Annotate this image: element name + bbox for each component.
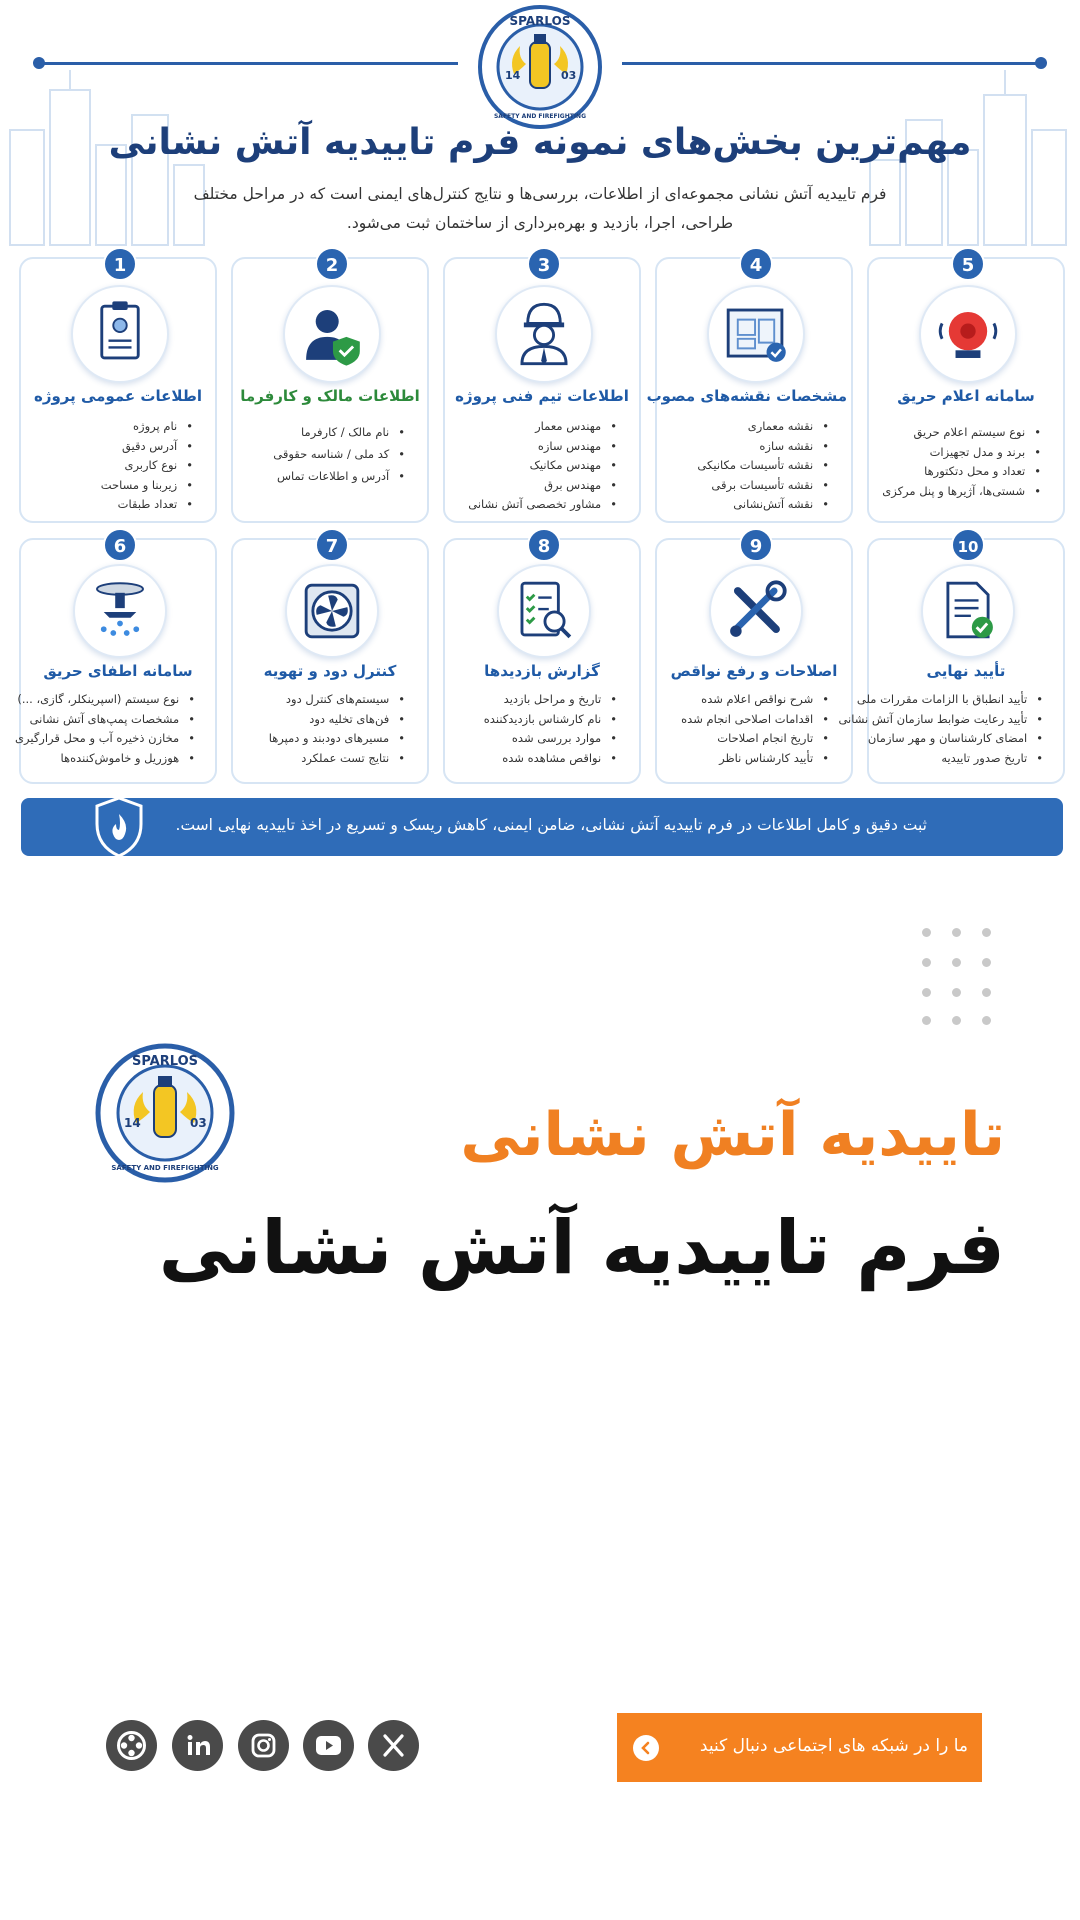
card-project-info (19, 257, 217, 523)
list-item: • سیستم‌های کنترل دود (239, 690, 405, 710)
inspection-report-icon (497, 564, 591, 658)
infographic-title: مهم‌ترین بخش‌های نمونه فرم تاییدیه آتش نشانی (108, 122, 972, 163)
card-item-list (838, 690, 1043, 768)
list-item: • نوع سیستم اعلام حریق (875, 423, 1041, 443)
list-item: • تاریخ و مراحل بازدید (451, 690, 617, 710)
logo-tagline: SAFETY AND FIREFIGHTING (111, 1164, 219, 1172)
card-inspection-report (443, 538, 641, 784)
list-item: • مهندس مکانیک (451, 456, 617, 476)
card-smoke-control (231, 538, 429, 784)
card-item-list (239, 421, 405, 487)
list-item: • تاریخ انجام اصلاحات (663, 729, 829, 749)
card-title: سامانه اطفای حریق (43, 662, 193, 680)
follow-social-label: ما را در شبکه های اجتماعی دنبال کنید (699, 1736, 968, 1756)
tools-icon (709, 564, 803, 658)
list-item: • نام کارشناس بازدیدکننده (451, 710, 617, 730)
infographic-subtitle (150, 180, 930, 238)
dot-grid-decoration (922, 928, 992, 1028)
footer-banner-text: ثبت دقیق و کامل اطلاعات در فرم تاییدیه آتش نشانی، ضامن ایمنی، کاهش ریسک و تسریع در اخذ تاییدیه نهایی است. (175, 816, 927, 834)
youtube-icon[interactable] (303, 1720, 354, 1771)
list-item: • زیربنا و مساحت (27, 476, 193, 496)
list-item: • شستی‌ها، آژیرها و پنل مرکزی (875, 482, 1041, 502)
follow-social-button[interactable] (617, 1713, 982, 1782)
card-title: کنترل دود و تهویه (263, 662, 397, 680)
card-item-list (663, 690, 829, 768)
list-item: • آدرس دقیق (27, 437, 193, 457)
list-item: • نام پروژه (27, 417, 193, 437)
logo-brand-name: SPARLOS (509, 14, 571, 28)
list-item: • مهندس برق (451, 476, 617, 496)
card-title: اصلاحات و رفع نواقص (670, 662, 838, 680)
header-line-left (38, 62, 458, 65)
card-approved-plans (646, 255, 853, 523)
chevron-left-icon (633, 1735, 659, 1761)
step-number-badge: 4 (739, 247, 773, 281)
step-number-badge: 2 (315, 247, 349, 281)
infographic (0, 0, 1080, 870)
card-title: سامانه اعلام حریق (897, 387, 1035, 405)
fire-shield-icon (93, 794, 145, 860)
list-item: • نقشه سازه (663, 437, 829, 457)
ventilation-fan-icon (285, 564, 379, 658)
logo-tagline: SAFETY AND FIREFIGHTING (493, 113, 587, 120)
card-item-list (27, 417, 193, 515)
line-end-dot (1035, 57, 1047, 69)
step-number-badge: 6 (103, 528, 137, 562)
list-item: • مهندس سازه (451, 437, 617, 457)
list-item: • مشاور تخصصی آتش نشانی (451, 495, 617, 515)
list-item: • مسیرهای دودبند و دمپرها (239, 729, 405, 749)
logo-num-left: 14 (124, 1116, 141, 1130)
step-number-badge: 9 (739, 528, 773, 562)
fire-alarm-bell-icon (919, 285, 1017, 383)
hero-headline-orange: تاییدیه آتش نشانی (460, 1100, 1005, 1170)
list-item: • مهندس معمار (451, 417, 617, 437)
step-number-badge: 8 (527, 528, 561, 562)
list-item: • تأیید انطباق با الزامات مقررات ملی (873, 690, 1043, 710)
linkedin-icon[interactable] (172, 1720, 223, 1771)
step-number-badge: 1 (103, 247, 137, 281)
card-technical-team (443, 257, 641, 523)
list-item: • نوع سیستم (اسپرینکلر، گازی، ...) (25, 690, 195, 710)
list-item: • نوع کاربری (27, 456, 193, 476)
list-item: • امضای کارشناسان و مهر سازمان (873, 729, 1043, 749)
aparat-icon[interactable] (106, 1720, 157, 1771)
card-title: گزارش بازدیدها (484, 662, 600, 680)
subtitle-line-2: طراحی، اجرا، بازدید و بهره‌برداری از ساختمان ثبت می‌شود. (346, 214, 734, 232)
card-item-list (15, 690, 195, 768)
list-item: • مخازن ذخیره آب و محل قرارگیری (25, 729, 195, 749)
step-number-badge: 5 (951, 247, 985, 281)
logo-num-right: 03 (561, 69, 577, 82)
blueprint-icon (707, 285, 805, 383)
step-number-badge: 10 (951, 528, 985, 562)
logo-brand-name: SPARLOS (131, 1054, 199, 1069)
card-item-list (451, 417, 617, 515)
sparlos-logo (474, 4, 606, 130)
card-title: تأیید نهایی (926, 662, 1006, 680)
card-item-list (451, 690, 617, 768)
card-corrections (655, 538, 853, 784)
card-item-list (239, 690, 405, 768)
infographic-footer-banner (21, 798, 1063, 856)
list-item: • شرح نواقص اعلام شده (663, 690, 829, 710)
list-item: • نقشه تأسیسات برقی (663, 476, 829, 496)
card-title: مشخصات نقشه‌های مصوب (646, 387, 847, 405)
list-item: • موارد بررسی شده (451, 729, 617, 749)
logo-num-right: 03 (190, 1116, 207, 1130)
step-number-badge: 7 (315, 528, 349, 562)
list-item: • نتایج تست عملکرد (239, 749, 405, 769)
subtitle-line-1: فرم تاییدیه آتش نشانی مجموعه‌ای از اطلاعات، بررسی‌ها و نتایج کنترل‌های ایمنی است که در مراحل مختلف (193, 185, 887, 203)
instagram-icon[interactable] (238, 1720, 289, 1771)
card-fire-alarm (867, 257, 1065, 523)
list-item: • تأیید کارشناس ناظر (663, 749, 829, 769)
line-end-dot (33, 57, 45, 69)
list-item: • برند و مدل تجهیزات (875, 443, 1041, 463)
engineer-icon (495, 285, 593, 383)
list-item: • نواقص مشاهده شده (451, 749, 617, 769)
list-item: • آدرس و اطلاعات تماس (239, 465, 405, 487)
sprinkler-icon (73, 564, 167, 658)
list-item: • نقشه تأسیسات مکانیکی (663, 456, 829, 476)
card-fire-suppression (15, 536, 217, 784)
list-item: • هوزریل و خاموش‌کننده‌ها (25, 749, 195, 769)
step-number-badge: 3 (527, 247, 561, 281)
card-item-list (875, 423, 1041, 501)
approved-document-icon (921, 564, 1015, 658)
sparlos-logo (90, 1043, 240, 1183)
card-title: اطلاعات مالک و کارفرما (240, 387, 420, 405)
list-item: • فن‌های تخلیه دود (239, 710, 405, 730)
x-icon[interactable] (368, 1720, 419, 1771)
list-item: • کد ملی / شناسه حقوقی (239, 443, 405, 465)
list-item: • نقشه معماری (663, 417, 829, 437)
list-item: • تأیید رعایت ضوابط سازمان آتش نشانی (873, 710, 1043, 730)
owner-shield-icon (283, 285, 381, 383)
list-item: • تعداد طبقات (27, 495, 193, 515)
card-owner-info (231, 257, 429, 523)
clipboard-profile-icon (71, 285, 169, 383)
list-item: • تعداد و محل دتکتورها (875, 462, 1041, 482)
header-line-right (622, 62, 1042, 65)
list-item: • اقدامات اصلاحی انجام شده (663, 710, 829, 730)
card-title: اطلاعات عمومی پروژه (33, 387, 202, 405)
logo-num-left: 14 (505, 69, 521, 82)
list-item: • مشخصات پمپ‌های آتش نشانی (25, 710, 195, 730)
list-item: • نام مالک / کارفرما (239, 421, 405, 443)
list-item: • تاریخ صدور تاییدیه (873, 749, 1043, 769)
hero-headline-black: فرم تاییدیه آتش نشانی (158, 1205, 1005, 1291)
list-item: • نقشه آتش‌نشانی (663, 495, 829, 515)
card-title: اطلاعات تیم فنی پروژه (455, 387, 629, 405)
card-item-list (663, 417, 829, 515)
card-final-approval (838, 538, 1065, 784)
